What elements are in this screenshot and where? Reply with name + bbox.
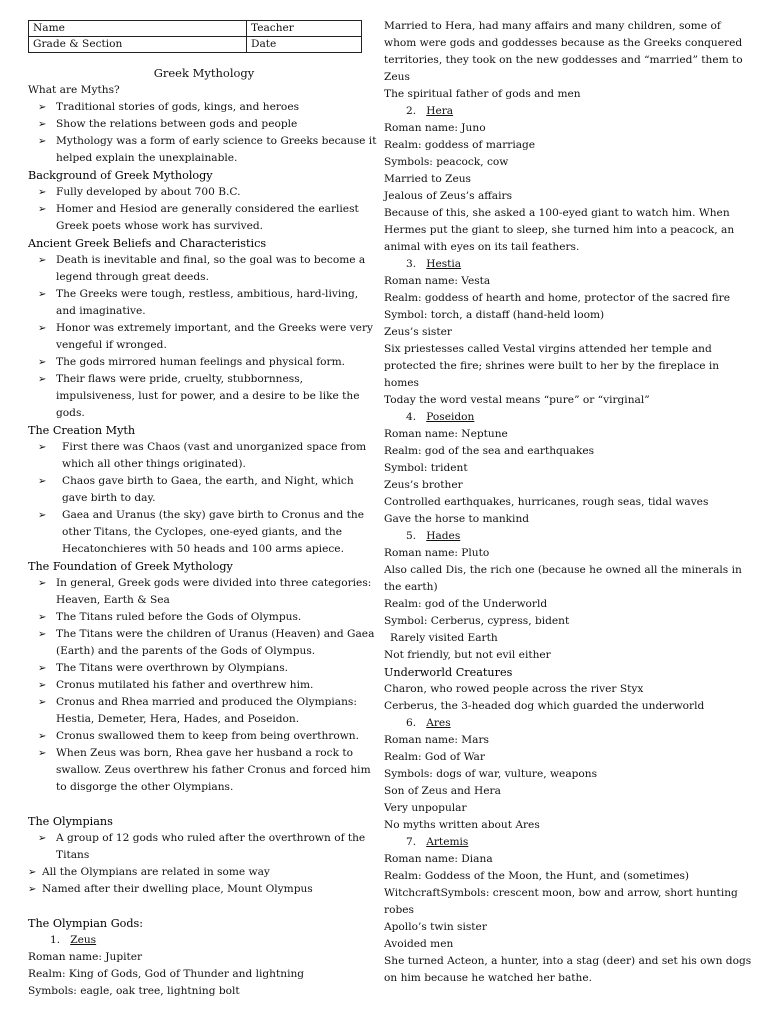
text-line: Realm: god of the Underworld — [384, 598, 548, 610]
section-what-myths: What are Myths? — [28, 84, 120, 96]
section-olympian-gods: The Olympian Gods: — [28, 917, 144, 930]
list-item: ➢ Mythology was a form of early science to Greeks because it helped explain the unexplainable. — [28, 133, 380, 167]
text-line: Controlled earthquakes, hurricanes, rough seas, tidal waves — [384, 496, 709, 508]
text-line: Symbols: dogs of war, vulture, weapons — [384, 768, 598, 780]
text-line: Apollo’s twin sister — [384, 921, 487, 933]
text-line: Married to Hera, had many affairs and many children, some of whom were gods and goddesses because as the Greeks conquered territories, they took on the new goddesses and “married” them to Zeus — [384, 20, 743, 83]
section-olympians: The Olympians — [28, 815, 113, 828]
god-number: 7. — [406, 836, 417, 848]
beliefs-list — [28, 252, 380, 422]
teacher-cell: Teacher — [246, 21, 361, 37]
list-item: ➢ The Titans ruled before the Gods of Olympus. — [28, 609, 380, 626]
text-line: Married to Zeus — [384, 173, 471, 185]
text-line: Roman name: Vesta — [384, 275, 491, 287]
god-number: 2. — [406, 105, 417, 117]
text-line: Symbols: peacock, cow — [384, 156, 509, 168]
list-item: ➢ Show the relations between gods and people — [28, 116, 380, 133]
section-underworld-creatures: Underworld Creatures — [384, 666, 513, 679]
list-item: ➢ Gaea and Uranus (the sky) gave birth to Cronus and the other Titans, the Cyclopes, one-eyed giants, and the Hecatonchieres with 50 heads and 100 arms apiece. — [28, 507, 380, 558]
text-line: Symbols: eagle, oak tree, lightning bolt — [28, 985, 240, 997]
name-cell: Name — [29, 21, 247, 37]
section-foundation: The Foundation of Greek Mythology — [28, 560, 233, 573]
text-line: Today the word vestal means “pure” or “virginal” — [384, 394, 650, 406]
list-item: ➢ Death is inevitable and final, so the goal was to become a legend through great deeds. — [28, 252, 380, 286]
god-name: Hades — [426, 530, 461, 542]
foundation-list — [28, 575, 380, 796]
text-line: Realm: goddess of hearth and home, protector of the sacred fire — [384, 292, 730, 304]
list-item: ➢ First there was Chaos (vast and unorganized space from which all other things originated). — [28, 439, 380, 473]
list-item: ➢ Homer and Hesiod are generally considered the earliest Greek poets whose work has survived. — [28, 201, 380, 235]
text-line: Roman name: Diana — [384, 853, 493, 865]
list-item: ➢ Chaos gave birth to Gaea, the earth, and Night, which gave birth to day. — [28, 473, 380, 507]
list-item: ➢ Fully developed by about 700 B.C. — [28, 184, 380, 201]
what-myths-list — [28, 99, 380, 167]
text-line: Realm: goddess of marriage — [384, 139, 536, 151]
text-line: Roman name: Mars — [384, 734, 489, 746]
page-title: Greek Mythology — [153, 66, 255, 80]
text-line: Symbol: trident — [384, 462, 468, 474]
text-line: Son of Zeus and Hera — [384, 785, 501, 797]
grade-cell: Grade & Section — [29, 37, 247, 53]
list-item: ➢ Traditional stories of gods, kings, and heroes — [28, 99, 380, 116]
text-line: Charon, who rowed people across the river Styx — [384, 683, 644, 695]
list-item: ➢ All the Olympians are related in some way — [28, 864, 380, 881]
text-line: Roman name: Pluto — [384, 547, 490, 559]
text-line: Jealous of Zeus’s affairs — [384, 190, 512, 202]
text-line: Not friendly, but not evil either — [384, 649, 551, 661]
god-name: Hestia — [426, 258, 462, 270]
god-number: 5. — [406, 530, 417, 542]
text-line: Realm: Goddess of the Moon, the Hunt, and (sometimes) WitchcraftSymbols: crescent moon, bow and arrow, short hunting robes — [384, 870, 738, 916]
text-line: Symbol: torch, a distaff (hand-held loom) — [384, 309, 605, 321]
list-item: ➢ In general, Greek gods were divided into three categories: Heaven, Earth & Sea — [28, 575, 380, 609]
text-line: Roman name: Jupiter — [28, 951, 143, 963]
text-line: She turned Acteon, a hunter, into a stag (deer) and set his own dogs on him because he watched her bathe. — [384, 955, 752, 984]
list-item: ➢ The Titans were overthrown by Olympians. — [28, 660, 380, 677]
text-line: Roman name: Juno — [384, 122, 486, 134]
list-item: ➢ Honor was extremely important, and the Greeks were very vengeful if wronged. — [28, 320, 380, 354]
section-beliefs: Ancient Greek Beliefs and Characteristics — [28, 237, 267, 250]
background-list — [28, 184, 380, 235]
text-line: Zeus’s sister — [384, 326, 452, 338]
text-line: Also called Dis, the rich one (because he owned all the minerals in the earth) — [384, 564, 742, 593]
left-column — [28, 0, 380, 1000]
text-line: Gave the horse to mankind — [384, 513, 530, 525]
god-name: Artemis — [426, 836, 469, 848]
god-heading-hera — [384, 103, 756, 120]
god-number: 6. — [406, 717, 417, 729]
list-item: ➢ When Zeus was born, Rhea gave her husband a rock to swallow. Zeus overthrew his father Cronus and forced him to disgorge the other Olympians. — [28, 745, 380, 796]
list-item: ➢ Cronus swallowed them to keep from being overthrown. — [28, 728, 380, 745]
god-heading-zeus — [28, 932, 380, 949]
text-line: Six priestesses called Vestal virgins attended her temple and protected the fire; shrines were built to her by the fireplace in homes — [384, 343, 720, 389]
right-column — [384, 18, 756, 987]
date-cell: Date — [246, 37, 361, 53]
god-name: Zeus — [70, 934, 97, 946]
section-background: Background of Greek Mythology — [28, 169, 213, 182]
text-line: Rarely visited Earth — [390, 632, 498, 644]
god-heading-poseidon — [384, 409, 756, 426]
text-line: Very unpopular — [384, 802, 467, 814]
text-line: Realm: god of the sea and earthquakes — [384, 445, 595, 457]
god-name: Poseidon — [426, 411, 475, 423]
list-item: ➢ Their flaws were pride, cruelty, stubbornness, impulsiveness, lust for power, and a desire to be like the gods. — [28, 371, 380, 422]
list-item: ➢ The Greeks were tough, restless, ambitious, hard-living, and imaginative. — [28, 286, 380, 320]
list-item: ➢ Cronus and Rhea married and produced the Olympians: Hestia, Demeter, Hera, Hades, and Poseidon. — [28, 694, 380, 728]
list-item: ➢ A group of 12 gods who ruled after the overthrown of the Titans — [28, 830, 380, 864]
text-line: Because of this, she asked a 100-eyed giant to watch him. When Hermes put the giant to sleep, she turned him into a peacock, an animal with eyes on its tail feathers. — [384, 207, 735, 253]
text-line: Realm: God of War — [384, 751, 485, 763]
text-line: Cerberus, the 3-headed dog which guarded the underworld — [384, 700, 705, 712]
god-name: Hera — [426, 105, 454, 117]
god-name: Ares — [426, 717, 451, 729]
text-line: Zeus’s brother — [384, 479, 463, 491]
olympians-list — [28, 830, 380, 898]
god-heading-artemis — [384, 834, 756, 851]
god-heading-ares — [384, 715, 756, 732]
list-item: ➢ The Titans were the children of Uranus (Heaven) and Gaea (Earth) and the parents of the Gods of Olympus. — [28, 626, 380, 660]
text-line: Avoided men — [384, 938, 454, 950]
god-heading-hades — [384, 528, 756, 545]
god-heading-hestia — [384, 256, 756, 273]
text-line: Symbol: Cerberus, cypress, bident — [384, 615, 570, 627]
list-item: ➢ Named after their dwelling place, Mount Olympus — [28, 881, 380, 898]
text-line: No myths written about Ares — [384, 819, 540, 831]
list-item: ➢ Cronus mutilated his father and overthrew him. — [28, 677, 380, 694]
god-number: 1. — [50, 934, 61, 946]
god-number: 3. — [406, 258, 417, 270]
header-table — [28, 20, 362, 53]
creation-list — [28, 439, 380, 558]
list-item: ➢ The gods mirrored human feelings and physical form. — [28, 354, 380, 371]
text-line: Roman name: Neptune — [384, 428, 508, 440]
text-line: The spiritual father of gods and men — [384, 88, 581, 100]
text-line: Realm: King of Gods, God of Thunder and lightning — [28, 968, 305, 980]
section-creation: The Creation Myth — [28, 424, 136, 437]
god-number: 4. — [406, 411, 417, 423]
